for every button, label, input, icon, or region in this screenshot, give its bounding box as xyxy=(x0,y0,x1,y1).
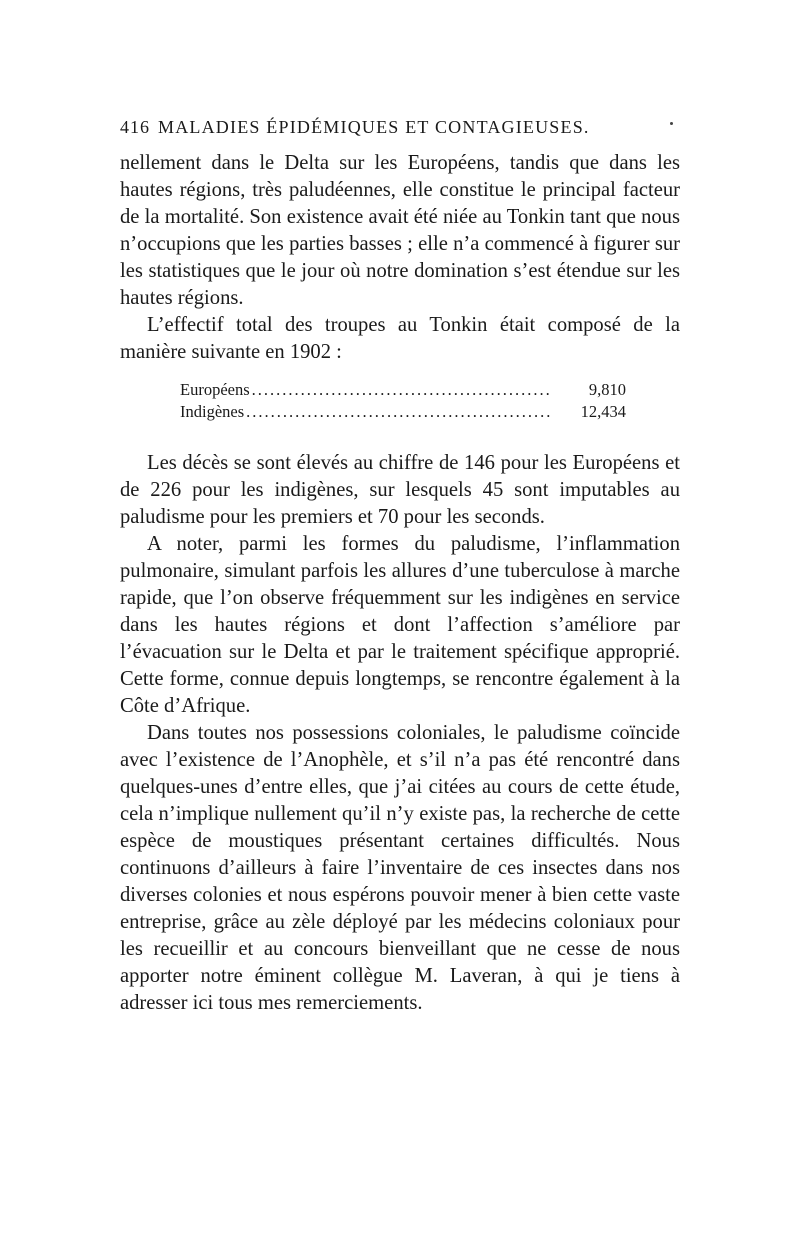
paragraph-effectif: L’effectif total des troupes au Tonkin était composé de la manière suivante en 1902 : xyxy=(120,314,680,363)
running-title: MALADIES ÉPIDÉMIQUES ET CONTAGIEUSES. xyxy=(158,117,590,137)
dot-leader xyxy=(252,379,552,401)
running-header xyxy=(120,117,680,141)
paragraph-possessions: Dans toutes nos possessions coloniales, le paludisme coïncide avec l’existence de l’Anophèle, et s’il n’a pas été rencontré dans quelques-unes d’entre elles, que j’ai citées au cours de cette étude, cela n’implique nullement qu’il n’y existe pas, la recherche de cette espèce de moustiques présentant certaines difficultés. Nous continuons d’ailleurs à faire l’inventaire de ces insectes dans nos diverses colonies et nous espérons pouvoir mener à bien cette vaste entreprise, grâce au zèle déployé par les médecins coloniaux pour les recueillir et au concours bienveillant que ne cesse de nous apporter notre éminent collègue M. Laveran, à qui je tiens à adresser ici tous mes remerciements. xyxy=(120,722,680,1014)
table-row xyxy=(180,379,626,401)
row-label: Indigènes xyxy=(180,402,245,421)
body-text xyxy=(120,150,680,1017)
dot-leader xyxy=(246,401,552,423)
row-value: 9,810 xyxy=(588,380,626,399)
paragraph-continuation: nellement dans le Delta sur les Européens, tandis que dans les hautes régions, très paludéennes, elle constitue le principal facteur de la mortalité. Son existence avait été niée au Tonkin tant que nous n’occupions que les parties basses ; elle n’a commencé à figurer sur les statistiques que le jour où notre domination s’est étendue sur les hautes régions. xyxy=(120,152,680,309)
table-row xyxy=(180,401,626,423)
print-speck xyxy=(670,122,673,125)
troops-table xyxy=(120,379,680,423)
paragraph-deces: Les décès se sont élevés au chiffre de 146 pour les Européens et de 226 pour les indigènes, sur lesquels 45 sont imputables au paludisme pour les premiers et 70 pour les seconds. xyxy=(120,452,680,528)
page-number: 416 xyxy=(120,117,150,137)
row-value: 12,434 xyxy=(580,402,626,421)
row-label: Européens xyxy=(180,380,250,399)
paragraph-noter: A noter, parmi les formes du paludisme, l’inflammation pulmonaire, simulant parfois les allures d’une tuberculose à marche rapide, que l’on observe fréquemment sur les indigènes en service dans les hautes régions et dont l’affection s’améliore par l’évacuation sur le Delta et par le traitement spécifique approprié. Cette forme, connue depuis longtemps, se rencontre également à la Côte d’Afrique. xyxy=(120,533,680,717)
